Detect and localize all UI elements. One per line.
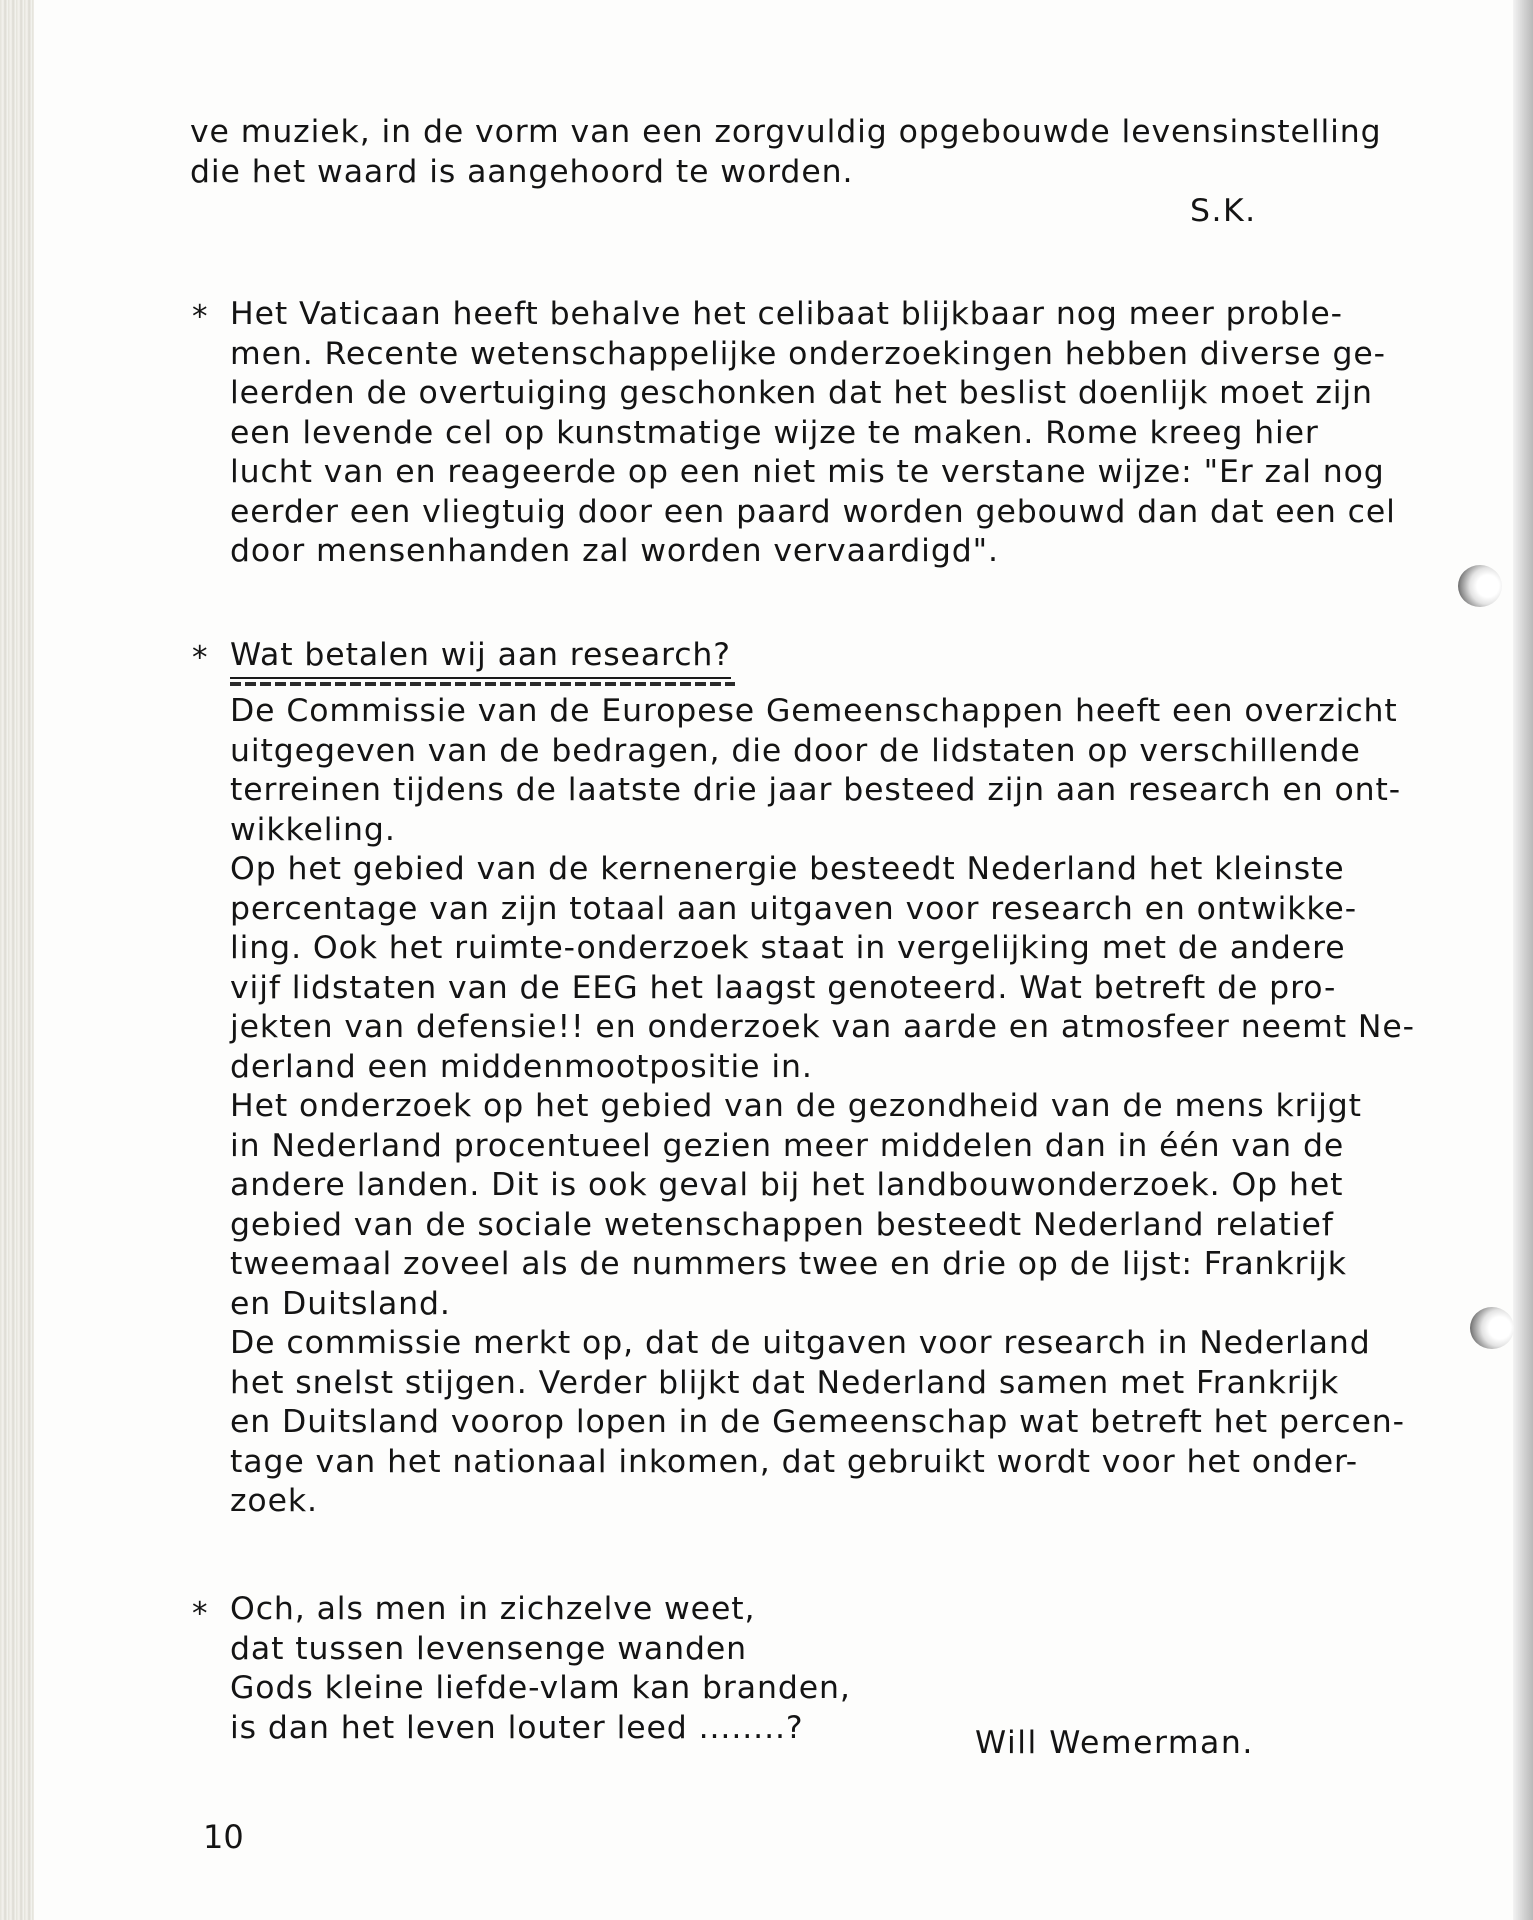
signature-sk: S.K. (1190, 193, 1257, 229)
section-heading: Wat betalen wij aan research? (230, 636, 731, 679)
text-line: tage van het nationaal inkomen, dat gebruikt wordt voor het onder- (230, 1443, 1359, 1480)
text-line: in Nederland procentueel gezien meer middelen dan in één van de (230, 1127, 1345, 1164)
text-line: zoek. (230, 1483, 318, 1519)
stacked-page-edges (0, 0, 34, 1920)
text-line: en Duitsland. (230, 1285, 451, 1322)
bullet-asterisk: * (192, 299, 208, 335)
text-line: terreinen tijdens de laatste drie jaar besteed zijn aan research en ont- (230, 772, 1402, 808)
text-line: het snelst stijgen. Verder blijkt dat Nederland samen met Frankrijk (230, 1364, 1340, 1401)
text-line: tweemaal zoveel als de nummers twee en drie op de lijst: Frankrijk (230, 1246, 1347, 1282)
text-line: ling. Ook het ruimte-onderzoek staat in vergelijking met de andere (230, 930, 1346, 966)
text-line: ve muziek, in de vorm van een zorgvuldig opgebouwde levensinstelling (190, 114, 1382, 150)
poem-line: is dan het leven louter leed ........? (230, 1709, 804, 1746)
text-line: door mensenhanden zal worden vervaardigd". (230, 533, 999, 569)
text-line: men. Recente wetenschappelijke onderzoekingen hebben diverse ge- (230, 335, 1386, 372)
text-line: jekten van defensie!! en onderzoek van aarde en atmosfeer neemt Ne- (230, 1009, 1415, 1045)
text-line: Het onderzoek op het gebied van de gezondheid van de mens krijgt (230, 1088, 1362, 1124)
poem-line: dat tussen levensenge wanden (230, 1630, 747, 1667)
binder-hole-bottom (1470, 1307, 1514, 1349)
text-line: eerder een vliegtuig door een paard worden gebouwd dan dat een cel (230, 493, 1396, 530)
text-line: Op het gebied van de kernenergie besteedt Nederland het kleinste (230, 851, 1345, 887)
binder-hole-top (1458, 565, 1502, 607)
bullet-asterisk: * (192, 1596, 208, 1632)
poem (230, 1590, 851, 1748)
text-line: gebied van de sociale wetenschappen besteedt Nederland relatief (230, 1206, 1334, 1243)
text-line: en Duitsland voorop lopen in de Gemeenschap wat betreft het percen- (230, 1404, 1405, 1440)
signature-author: Will Wemerman. (975, 1725, 1254, 1761)
page-number: 10 (203, 1818, 244, 1856)
text-line: andere landen. Dit is ook geval bij het landbouwonderzoek. Op het (230, 1167, 1344, 1203)
text-line: De commissie merkt op, dat de uitgaven voor research in Nederland (230, 1325, 1371, 1361)
research-heading-block (230, 636, 735, 686)
poem-line: Och, als men in zichzelve weet, (230, 1591, 756, 1627)
text-line: De Commissie van de Europese Gemeenschappen heeft een overzicht (230, 693, 1398, 729)
intro-paragraph (190, 113, 1382, 192)
heading-dashed-underline (230, 682, 735, 686)
bullet-asterisk: * (192, 640, 208, 676)
text-line: wikkeling. (230, 811, 396, 848)
text-line: een levende cel op kunstmatige wijze te maken. Rome kreeg hier (230, 414, 1319, 451)
text-line: derland een middenmootpositie in. (230, 1048, 813, 1085)
binding-shadow (1513, 0, 1533, 1920)
text-line: lucht van en reageerde op een niet mis te verstane wijze: "Er zal nog (230, 454, 1385, 490)
vatican-paragraph (230, 295, 1396, 572)
text-line: Het Vaticaan heeft behalve het celibaat blijkbaar nog meer proble- (230, 296, 1343, 332)
text-line: vijf lidstaten van de EEG het laagst genoteerd. Wat betreft de pro- (230, 969, 1337, 1006)
text-line: die het waard is aangehoord te worden. (190, 153, 854, 190)
poem-line: Gods kleine liefde-vlam kan branden, (230, 1670, 851, 1706)
text-line: percentage van zijn totaal aan uitgaven voor research en ontwikke- (230, 890, 1357, 927)
text-line: leerden de overtuiging geschonken dat het beslist doenlijk moet zijn (230, 375, 1373, 411)
text-line: uitgegeven van de bedragen, die door de lidstaten op verschillende (230, 732, 1361, 769)
research-paragraph (230, 692, 1415, 1522)
